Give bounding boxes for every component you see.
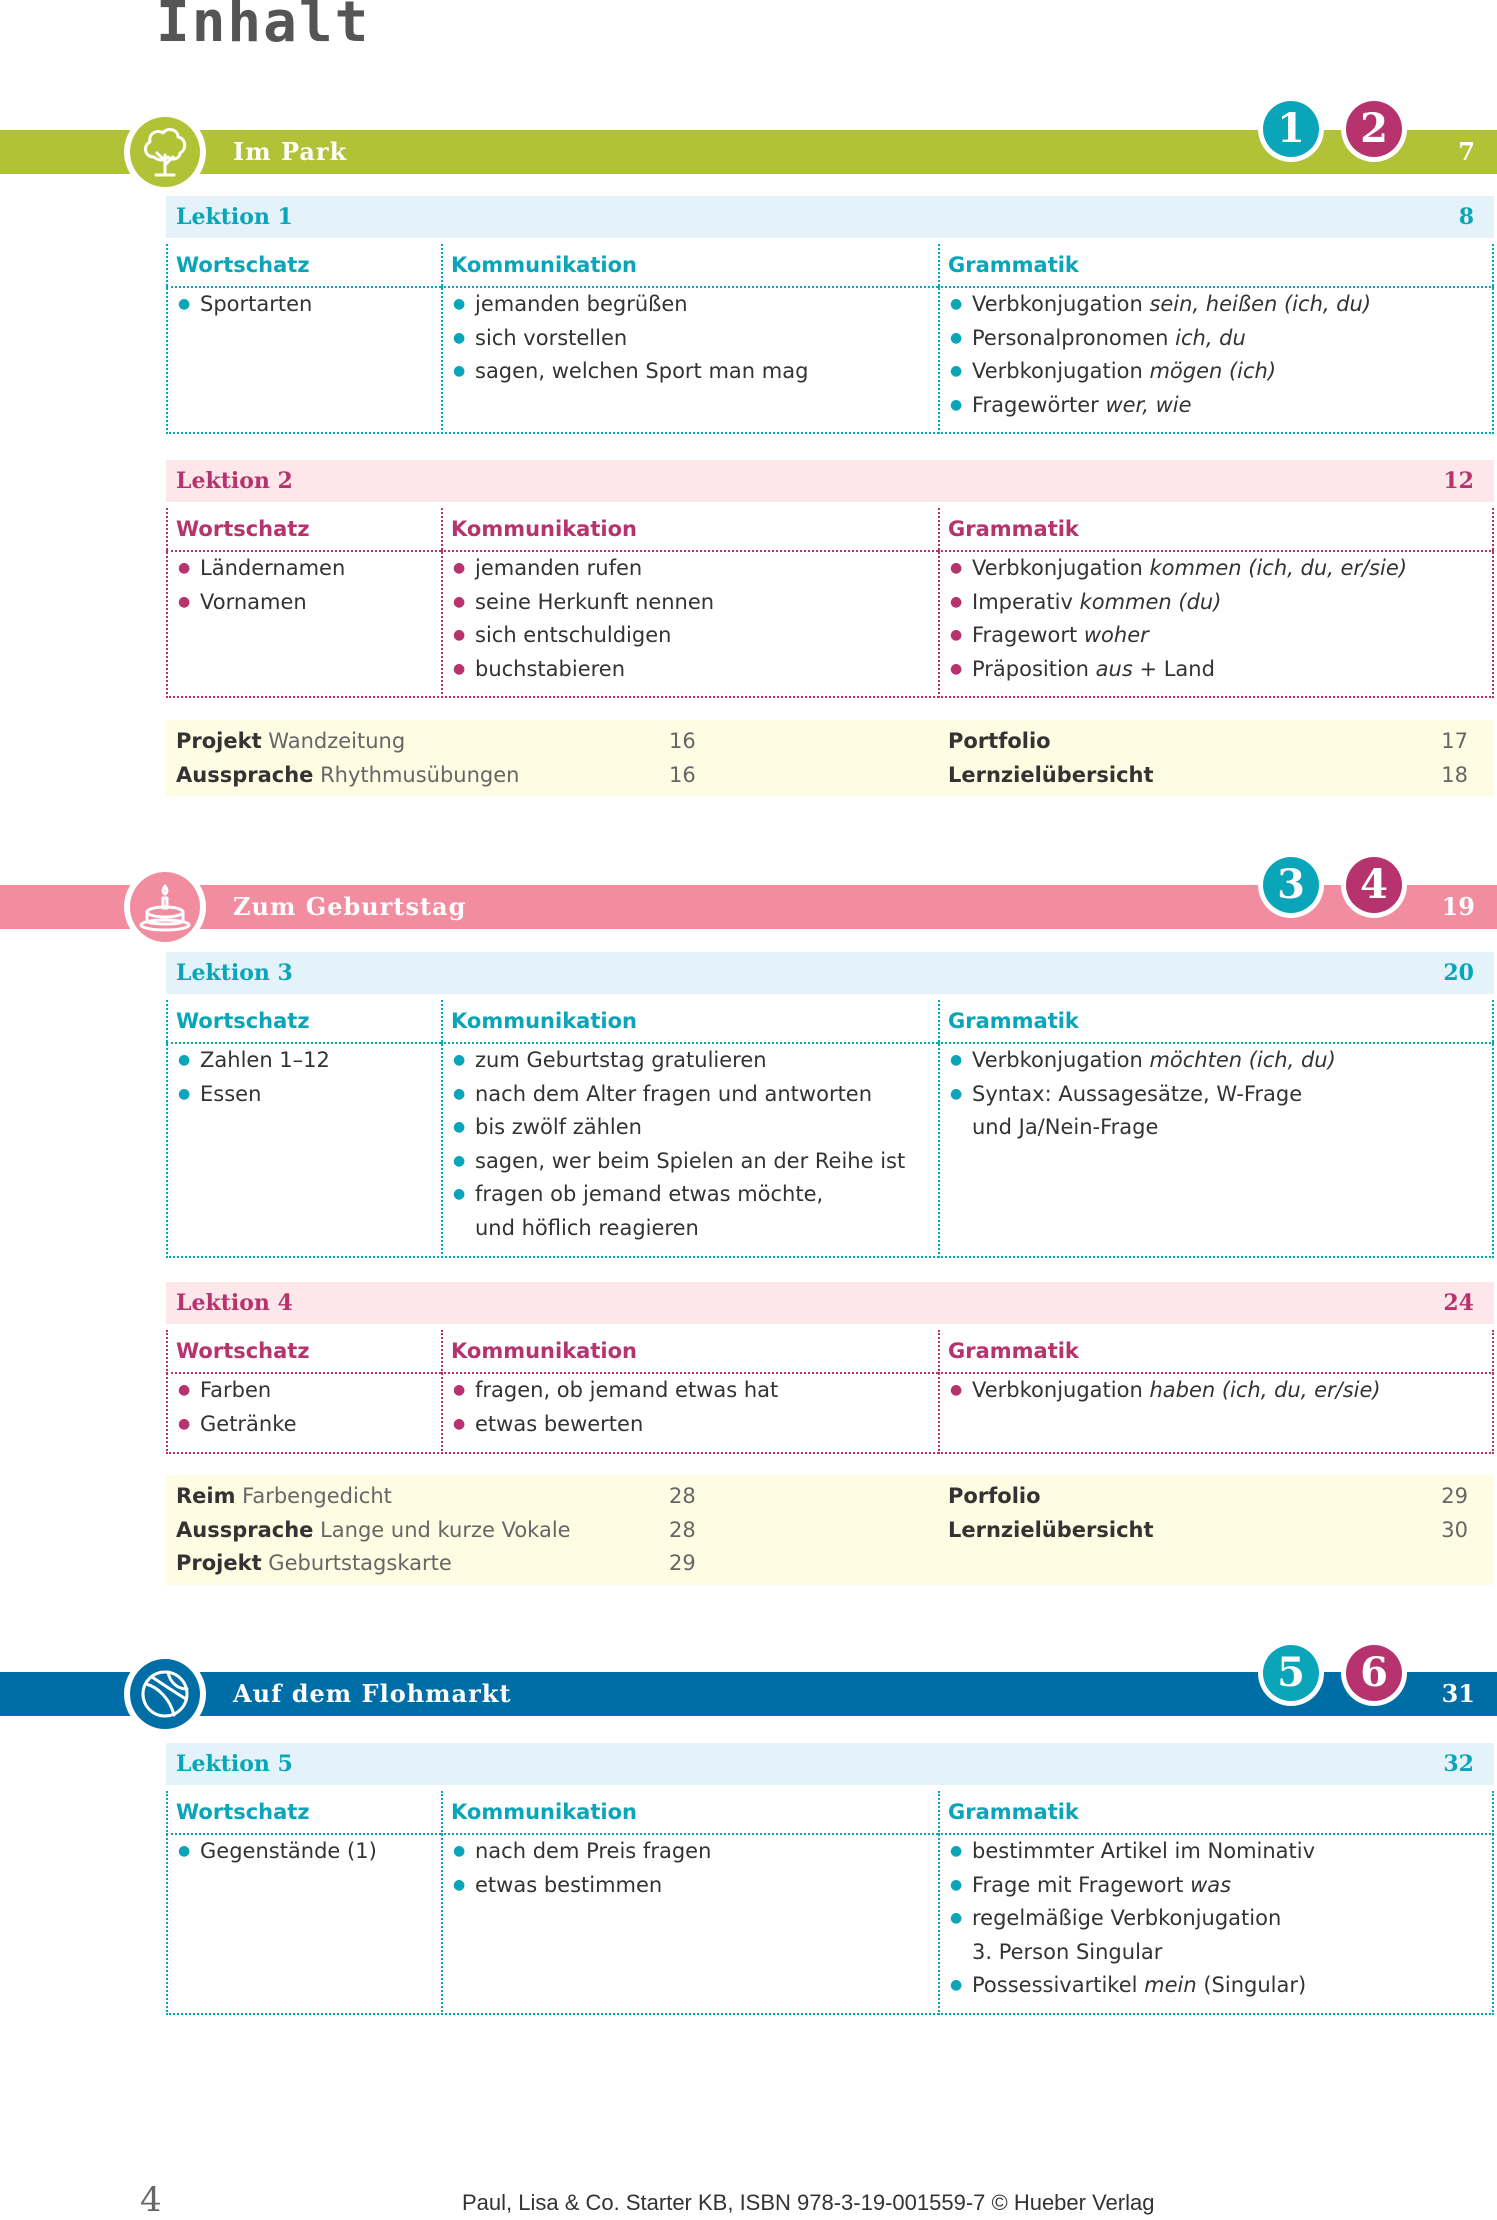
list-item xyxy=(938,322,1371,356)
lesson-title: Lektion 3 xyxy=(176,960,293,986)
lesson-header xyxy=(166,196,1494,238)
list-item xyxy=(441,1145,905,1179)
list-item xyxy=(938,389,1371,423)
bullet-icon: ● xyxy=(950,1977,963,1993)
wortschatz-list xyxy=(166,552,345,619)
list-item xyxy=(441,355,808,389)
unit-badge-number: 5 xyxy=(1263,1645,1319,1701)
kommunikation-heading: Kommunikation xyxy=(451,517,637,541)
wortschatz-heading: Wortschatz xyxy=(176,1009,310,1033)
unit-icon-circle xyxy=(124,866,206,948)
bullet-icon: ● xyxy=(950,396,963,413)
lesson-title: Lektion 4 xyxy=(176,1290,293,1316)
extra-page-number: 29 xyxy=(669,1551,696,1575)
item-text: Fragewort xyxy=(972,623,1084,647)
column-grammatik xyxy=(938,1330,1494,1454)
extra-label: Portfolio xyxy=(948,729,1051,753)
bullet-icon: ● xyxy=(453,1382,466,1398)
extra-label: Reim xyxy=(176,1484,236,1508)
list-item xyxy=(441,288,808,322)
extra-item xyxy=(948,1514,1154,1548)
grammatik-list xyxy=(938,1044,1336,1145)
list-item xyxy=(166,1044,330,1078)
lesson-grid xyxy=(166,1330,1494,1454)
list-item xyxy=(938,1078,1336,1112)
item-text: fragen ob jemand etwas möchte, xyxy=(475,1182,824,1206)
extra-page-number: 28 xyxy=(669,1484,696,1508)
wortschatz-heading: Wortschatz xyxy=(176,253,310,277)
bullet-icon: ● xyxy=(950,1843,963,1859)
lesson-grid xyxy=(166,1791,1494,2015)
lesson-grid xyxy=(166,1000,1494,1258)
grammatik-heading: Grammatik xyxy=(948,1339,1079,1363)
extra-text: Wandzeitung xyxy=(261,729,406,753)
list-item xyxy=(166,586,345,620)
bullet-icon: ● xyxy=(950,1382,963,1398)
lesson-page-number: 20 xyxy=(1443,960,1474,986)
list-item xyxy=(938,1969,1315,2003)
extra-page-number: 17 xyxy=(1441,729,1468,753)
item-emphasis: was xyxy=(1190,1872,1232,1897)
bullet-icon: ● xyxy=(453,1415,466,1432)
item-text: sich vorstellen xyxy=(475,325,628,350)
bullet-icon: ● xyxy=(453,296,466,312)
column-wortschatz xyxy=(166,244,441,434)
bullet-icon: ● xyxy=(950,1085,963,1102)
extra-label: Projekt xyxy=(176,729,262,753)
list-item xyxy=(938,552,1407,586)
list-item xyxy=(441,1869,711,1903)
wortschatz-heading: Wortschatz xyxy=(176,1800,310,1824)
column-wortschatz xyxy=(166,508,441,698)
item-text: zum Geburtstag gratulieren xyxy=(475,1048,767,1072)
item-text: Gegenstände (1) xyxy=(200,1839,377,1863)
wortschatz-list xyxy=(166,1044,330,1111)
list-item xyxy=(938,1869,1315,1903)
item-emphasis: kommen (du) xyxy=(1079,589,1222,614)
bullet-icon: ● xyxy=(950,1910,963,1926)
item-emphasis: ich, du xyxy=(1175,325,1246,350)
item-text: fragen, ob jemand etwas hat xyxy=(475,1378,779,1402)
item-text: Präposition xyxy=(972,656,1096,681)
extra-page-number: 28 xyxy=(669,1517,696,1542)
lesson-title: Lektion 2 xyxy=(176,468,293,494)
list-item xyxy=(938,1374,1381,1408)
unit-badge xyxy=(1341,852,1407,918)
bullet-icon: ● xyxy=(950,593,963,610)
item-text: Verbkonjugation xyxy=(972,292,1150,316)
unit-page-number: 19 xyxy=(1441,892,1475,921)
item-text: Syntax: Aussagesätze, W-Frage xyxy=(972,1081,1303,1106)
lesson-header xyxy=(166,952,1494,994)
list-item xyxy=(441,586,714,620)
list-item xyxy=(441,1408,778,1442)
list-item xyxy=(441,1111,905,1145)
list-item xyxy=(166,1835,377,1869)
unit-extras xyxy=(166,720,1494,796)
kommunikation-heading: Kommunikation xyxy=(451,1339,637,1363)
bullet-icon: ● xyxy=(950,363,963,379)
item-text: und höflich reagieren xyxy=(475,1215,699,1240)
extra-label: Projekt xyxy=(176,1551,262,1575)
item-text: Verbkonjugation xyxy=(972,359,1150,383)
item-text: Farben xyxy=(200,1378,272,1402)
unit-title: Im Park xyxy=(233,137,348,166)
bullet-icon: ● xyxy=(950,1876,963,1893)
item-text: sagen, welchen Sport man mag xyxy=(475,359,809,383)
grammatik-heading: Grammatik xyxy=(948,1009,1079,1033)
column-wortschatz xyxy=(166,1791,441,2015)
unit-page-number: 31 xyxy=(1441,1679,1475,1708)
grammatik-list xyxy=(938,552,1407,686)
bullet-icon: ● xyxy=(453,560,466,576)
bullet-icon: ● xyxy=(178,560,191,576)
kommunikation-list xyxy=(441,552,714,686)
unit-badge xyxy=(1258,1640,1324,1706)
list-item xyxy=(441,1078,905,1112)
list-item xyxy=(166,1408,297,1442)
item-emphasis: möchten (ich, du) xyxy=(1149,1048,1336,1072)
unit-badge-number: 2 xyxy=(1346,101,1402,157)
lesson-page-number: 12 xyxy=(1443,468,1474,494)
item-text: Essen xyxy=(200,1081,262,1106)
item-emphasis: wer, wie xyxy=(1105,392,1192,417)
extra-text: Lange und kurze Vokale xyxy=(313,1517,571,1542)
unit-badge-number: 4 xyxy=(1346,857,1402,913)
bullet-icon: ● xyxy=(453,1052,466,1068)
kommunikation-list xyxy=(441,288,808,389)
bullet-icon: ● xyxy=(178,1382,191,1398)
extra-text: Geburtstagskarte xyxy=(261,1551,452,1575)
bullet-icon: ● xyxy=(453,1085,466,1102)
item-suffix: + Land xyxy=(1132,656,1215,681)
grammatik-heading: Grammatik xyxy=(948,253,1079,277)
wortschatz-list xyxy=(166,1374,297,1441)
lesson-title: Lektion 1 xyxy=(176,204,293,230)
item-emphasis: haben (ich, du, er/sie) xyxy=(1149,1378,1381,1402)
item-text: Getränke xyxy=(200,1411,297,1436)
kommunikation-heading: Kommunikation xyxy=(451,253,637,277)
item-text: Zahlen 1–12 xyxy=(200,1048,330,1072)
unit-badge xyxy=(1341,1640,1407,1706)
bullet-icon: ● xyxy=(950,627,963,643)
list-item xyxy=(441,653,714,687)
extra-label: Porfolio xyxy=(948,1484,1041,1508)
lesson-header xyxy=(166,460,1494,502)
kommunikation-heading: Kommunikation xyxy=(451,1800,637,1824)
extra-item xyxy=(948,759,1154,793)
item-text: etwas bewerten xyxy=(475,1411,644,1436)
item-text: Possessivartikel xyxy=(972,1973,1145,1997)
bullet-icon: ● xyxy=(453,660,466,677)
list-item xyxy=(441,552,714,586)
list-item xyxy=(441,1374,778,1408)
grammatik-list xyxy=(938,1835,1315,2003)
column-kommunikation xyxy=(441,1791,938,2015)
list-item xyxy=(441,619,714,653)
extra-page-number: 16 xyxy=(669,729,696,753)
item-text: jemanden rufen xyxy=(475,556,643,580)
item-text: Personalpronomen xyxy=(972,325,1176,350)
item-emphasis: woher xyxy=(1083,623,1149,647)
column-grammatik xyxy=(938,244,1494,434)
grammatik-heading: Grammatik xyxy=(948,517,1079,541)
page-number: 4 xyxy=(140,2180,162,2220)
list-item xyxy=(938,653,1407,687)
list-item xyxy=(441,1835,711,1869)
list-item xyxy=(938,1936,1315,1970)
extra-text: Farbengedicht xyxy=(235,1484,392,1508)
list-item xyxy=(938,1902,1315,1936)
list-item xyxy=(441,1212,905,1246)
cake-icon xyxy=(130,872,200,942)
extra-page-number: 30 xyxy=(1441,1517,1468,1542)
item-emphasis: mein xyxy=(1144,1973,1197,1997)
item-text: Vornamen xyxy=(200,589,307,614)
extra-label: Lernzielübersicht xyxy=(948,1517,1154,1542)
lesson-header xyxy=(166,1282,1494,1324)
item-emphasis: aus xyxy=(1095,656,1133,681)
extra-page-number: 16 xyxy=(669,762,696,787)
unit-icon-circle xyxy=(124,1653,206,1735)
unit-badge-number: 6 xyxy=(1346,1645,1402,1701)
list-item xyxy=(166,552,345,586)
list-item xyxy=(441,1044,905,1078)
list-item xyxy=(938,1835,1315,1869)
item-emphasis: kommen (ich, du, er/sie) xyxy=(1149,556,1408,580)
item-text: etwas bestimmen xyxy=(475,1872,663,1897)
item-text: sagen, wer beim Spielen an der Reihe ist xyxy=(475,1148,906,1173)
list-item xyxy=(166,1078,330,1112)
list-item xyxy=(441,1178,905,1212)
bullet-icon: ● xyxy=(453,627,466,643)
kommunikation-list xyxy=(441,1044,905,1245)
bullet-icon: ● xyxy=(178,296,191,312)
item-text: nach dem Alter fragen und antworten xyxy=(475,1081,873,1106)
unit-badge-number: 3 xyxy=(1263,857,1319,913)
extra-item xyxy=(176,1547,452,1581)
item-text: und Ja/Nein-Frage xyxy=(972,1115,1159,1139)
column-wortschatz xyxy=(166,1000,441,1258)
lesson-page-number: 24 xyxy=(1443,1290,1474,1316)
bullet-icon: ● xyxy=(178,1843,191,1859)
list-item xyxy=(938,586,1407,620)
column-grammatik xyxy=(938,1000,1494,1258)
unit-badge xyxy=(1258,852,1324,918)
bullet-icon: ● xyxy=(178,1085,191,1102)
column-kommunikation xyxy=(441,1330,938,1454)
lesson-title: Lektion 5 xyxy=(176,1751,293,1777)
item-text: bis zwölf zählen xyxy=(475,1115,642,1139)
item-emphasis: mögen (ich) xyxy=(1149,359,1277,383)
bullet-icon: ● xyxy=(950,660,963,677)
unit-extras xyxy=(166,1475,1494,1585)
item-text: Fragewörter xyxy=(972,392,1106,417)
unit-page-number: 7 xyxy=(1458,137,1475,166)
tree-icon xyxy=(130,117,200,187)
wortschatz-list xyxy=(166,288,312,322)
item-text: bestimmter Artikel im Nominativ xyxy=(972,1839,1316,1863)
grammatik-list xyxy=(938,288,1371,422)
kommunikation-heading: Kommunikation xyxy=(451,1009,637,1033)
bullet-icon: ● xyxy=(178,1415,191,1432)
bullet-icon: ● xyxy=(178,593,191,610)
bullet-icon: ● xyxy=(453,593,466,610)
bullet-icon: ● xyxy=(453,329,466,346)
bullet-icon: ● xyxy=(453,363,466,379)
extra-page-number: 29 xyxy=(1441,1484,1468,1508)
extra-item xyxy=(176,1514,571,1548)
unit-badge xyxy=(1341,96,1407,162)
extra-page-number: 18 xyxy=(1441,762,1468,787)
bullet-icon: ● xyxy=(453,1843,466,1859)
extra-text: Rhythmusübungen xyxy=(313,762,520,787)
column-kommunikation xyxy=(441,508,938,698)
list-item xyxy=(166,1374,297,1408)
item-text: nach dem Preis fragen xyxy=(475,1839,712,1863)
item-text: regelmäßige Verbkonjugation xyxy=(972,1906,1282,1930)
bullet-icon: ● xyxy=(950,560,963,576)
bullet-icon: ● xyxy=(453,1119,466,1135)
lesson-grid xyxy=(166,508,1494,698)
list-item xyxy=(938,288,1371,322)
page-title: Inhalt xyxy=(156,0,371,55)
column-grammatik xyxy=(938,508,1494,698)
ball-icon xyxy=(130,1659,200,1729)
column-kommunikation xyxy=(441,244,938,434)
extra-label: Aussprache xyxy=(176,762,314,787)
bullet-icon: ● xyxy=(950,296,963,312)
lesson-grid xyxy=(166,244,1494,434)
extra-item xyxy=(948,725,1051,759)
list-item xyxy=(938,355,1371,389)
item-text: buchstabieren xyxy=(475,656,626,681)
item-emphasis: sein, heißen (ich, du) xyxy=(1149,292,1372,316)
item-text: sich entschuldigen xyxy=(475,623,672,647)
wortschatz-heading: Wortschatz xyxy=(176,1339,310,1363)
wortschatz-heading: Wortschatz xyxy=(176,517,310,541)
unit-icon-circle xyxy=(124,111,206,193)
unit-title: Zum Geburtstag xyxy=(233,892,467,921)
extra-item xyxy=(176,759,519,793)
extra-item xyxy=(176,725,405,759)
list-item xyxy=(441,322,808,356)
bullet-icon: ● xyxy=(950,329,963,346)
item-text: jemanden begrüßen xyxy=(475,292,688,316)
extra-item xyxy=(176,1480,392,1514)
bullet-icon: ● xyxy=(453,1186,466,1202)
extra-label: Lernzielübersicht xyxy=(948,762,1154,787)
item-text: 3. Person Singular xyxy=(972,1939,1163,1964)
bullet-icon: ● xyxy=(453,1876,466,1893)
item-text: Verbkonjugation xyxy=(972,556,1150,580)
kommunikation-list xyxy=(441,1835,711,1902)
extra-label: Aussprache xyxy=(176,1517,314,1542)
lesson-header xyxy=(166,1743,1494,1785)
item-text: Sportarten xyxy=(200,292,313,316)
unit-badge-number: 1 xyxy=(1263,101,1319,157)
list-item xyxy=(938,1111,1336,1145)
footer-credit: Paul, Lisa & Co. Starter KB, ISBN 978-3-19-001559-7 © Hueber Verlag xyxy=(462,2190,1155,2215)
bullet-icon: ● xyxy=(178,1052,191,1068)
grammatik-heading: Grammatik xyxy=(948,1800,1079,1824)
list-item xyxy=(166,288,312,322)
list-item xyxy=(938,619,1407,653)
column-kommunikation xyxy=(441,1000,938,1258)
lesson-page-number: 8 xyxy=(1458,204,1474,230)
item-suffix: (Singular) xyxy=(1196,1973,1307,1997)
extra-item xyxy=(948,1480,1041,1514)
bullet-icon: ● xyxy=(950,1052,963,1068)
wortschatz-list xyxy=(166,1835,377,1869)
item-text: Ländernamen xyxy=(200,556,346,580)
unit-badge xyxy=(1258,96,1324,162)
item-text: Verbkonjugation xyxy=(972,1378,1150,1402)
lesson-page-number: 32 xyxy=(1443,1751,1474,1777)
unit-title: Auf dem Flohmarkt xyxy=(233,1679,512,1708)
bullet-icon: ● xyxy=(453,1152,466,1169)
item-text: Frage mit Fragewort xyxy=(972,1872,1191,1897)
item-text: Verbkonjugation xyxy=(972,1048,1150,1072)
grammatik-list xyxy=(938,1374,1381,1408)
item-text: Imperativ xyxy=(972,589,1080,614)
list-item xyxy=(938,1044,1336,1078)
item-text: seine Herkunft nennen xyxy=(475,589,715,614)
kommunikation-list xyxy=(441,1374,778,1441)
column-wortschatz xyxy=(166,1330,441,1454)
column-grammatik xyxy=(938,1791,1494,2015)
